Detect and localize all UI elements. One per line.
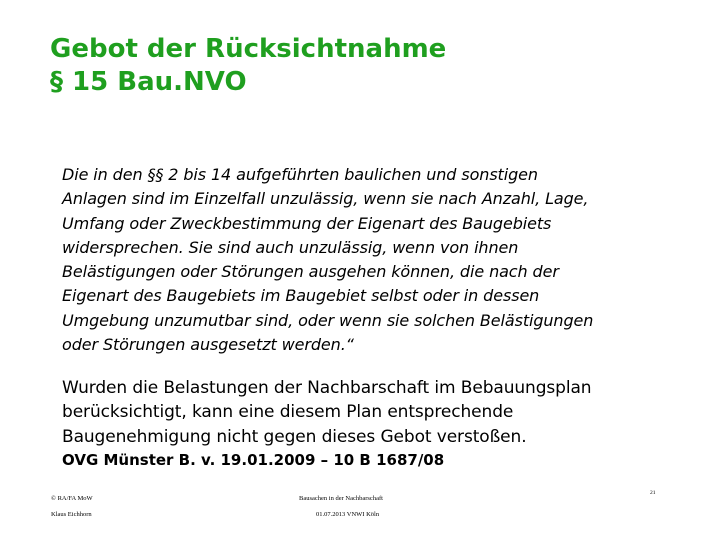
quote-line: Umfang oder Zweckbestimmung der Eigenart des Baugebiets [62, 213, 552, 233]
quote-line: Umgebung unzumutbar sind, oder wenn sie solchen Belästigungen [62, 310, 594, 330]
page-number: 21 [650, 490, 656, 496]
footer-author-name: Klaus Eichhorn [51, 511, 92, 518]
note-line: berücksichtigt, kann eine diesem Plan entsprechende [62, 402, 514, 423]
court-citation: OVG Münster B. v. 19.01.2009 – 10 B 1687/08 [62, 451, 445, 469]
note-line: Wurden die Belastungen der Nachbarschaft im Bebauungsplan [62, 378, 592, 398]
quote-line: Die in den §§ 2 bis 14 aufgeführten baulichen und sonstigen [62, 165, 538, 184]
quote-line: oder Störungen ausgesetzt werden.“ [62, 335, 354, 355]
slide-title-line-1: Gebot der Rücksichtnahme [50, 34, 447, 64]
quote-line: widersprechen. Sie sind auch unzulässig, wenn von ihnen [62, 237, 519, 257]
note-line: Baugenehmigung nicht gegen dieses Gebot verstoßen. [62, 426, 527, 447]
quote-line: Anlagen sind im Einzelfall unzulässig, wenn sie nach Anzahl, Lage, [62, 189, 589, 209]
law-quote [62, 163, 672, 357]
court-note [62, 376, 682, 449]
slide-title [50, 33, 446, 99]
slide-title-line-2: § 15 Bau.NVO [50, 67, 247, 97]
quote-line: Eigenart des Baugebiets im Baugebiet selbst oder in dessen [62, 286, 540, 306]
footer-author-line: © RA/FA MoW [51, 495, 93, 502]
footer-event-date: 01.07.2013 VNWI Köln [316, 511, 380, 518]
footer-event-title: Bausachen in der Nachbarschaft [299, 495, 383, 502]
quote-line: Belästigungen oder Störungen ausgehen können, die nach der [62, 262, 559, 282]
